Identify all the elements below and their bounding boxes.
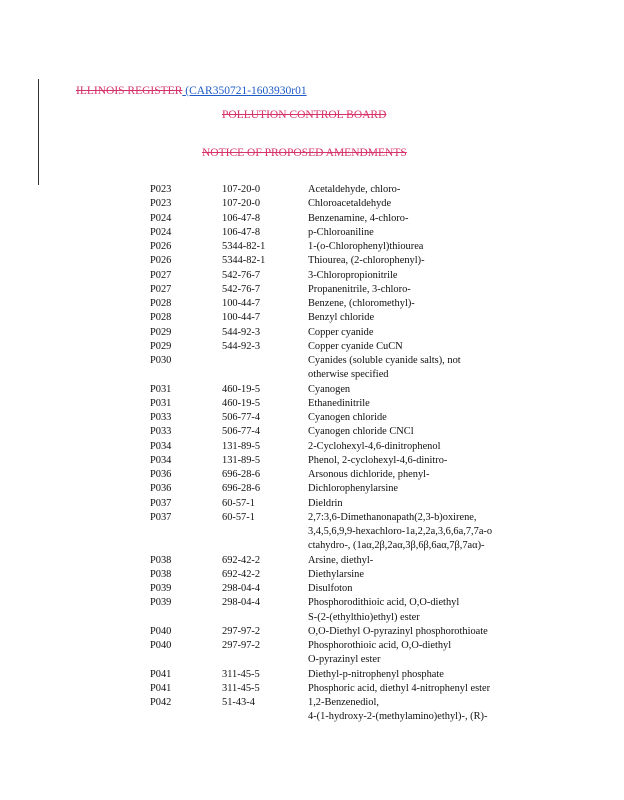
cas-number-cell: 131-89-5 [222, 454, 261, 466]
cas-number-cell: 106-47-8 [222, 226, 261, 238]
substance-name-cell: Dieldrin [308, 497, 343, 509]
cas-number-cell: 692-42-2 [222, 568, 261, 580]
substance-name-cell: 1-(o-Chlorophenyl)thiourea [308, 241, 424, 252]
table-row [0, 269, 624, 283]
waste-code-cell: P026 [150, 255, 172, 267]
waste-code-cell: P041 [150, 682, 172, 694]
table-row [0, 212, 624, 226]
waste-code-cell: P029 [150, 326, 172, 338]
register-header [76, 85, 307, 97]
substance-name-cell: Copper cyanide [308, 326, 374, 338]
waste-code-cell: P042 [150, 697, 172, 708]
cas-number-cell: 5344-82-1 [222, 241, 266, 252]
table-row [0, 568, 624, 582]
waste-code-cell: P039 [150, 583, 172, 594]
waste-code-cell: P038 [150, 568, 172, 580]
table-row [0, 682, 624, 696]
substance-name-cell: Arsine, diethyl- [308, 554, 374, 566]
table-row [0, 696, 624, 710]
document-id-link[interactable]: (CAR350721-1603930r01 [185, 85, 307, 97]
table-row [0, 653, 624, 667]
waste-code-cell: P027 [150, 269, 172, 281]
waste-code-cell: P036 [150, 483, 172, 495]
substance-name-cell: Dichlorophenylarsine [308, 483, 399, 495]
cas-number-cell: 544-92-3 [222, 326, 261, 338]
waste-code-cell: P024 [150, 212, 172, 224]
substance-name-cell: S-(2-(ethylthio)ethyl) ester [308, 611, 420, 623]
waste-code-cell: P040 [150, 625, 172, 637]
table-row [0, 440, 624, 454]
substance-name-cell: 4-(1-hydroxy-2-(methylamino)ethyl)-, (R)- [308, 711, 488, 723]
table-row [0, 254, 624, 268]
cas-number-cell: 460-19-5 [222, 383, 261, 395]
cas-number-cell: 5344-82-1 [222, 255, 266, 267]
substance-name-cell: Arsonous dichloride, phenyl- [308, 469, 430, 480]
waste-code-cell: P033 [150, 426, 172, 438]
substance-name-cell: O-pyrazinyl ester [308, 654, 381, 666]
table-row [0, 240, 624, 254]
waste-code-cell: P033 [150, 412, 172, 423]
cas-number-cell: 107-20-0 [222, 198, 261, 210]
table-row [0, 539, 624, 553]
substance-name-cell: Phosphoric acid, diethyl 4-nitrophenyl ester [308, 682, 491, 694]
waste-code-cell: P041 [150, 668, 172, 680]
table-row [0, 511, 624, 525]
substance-name-cell: Cyanides (soluble cyanide salts), not [308, 355, 461, 366]
waste-code-cell: P037 [150, 511, 172, 523]
table-row [0, 611, 624, 625]
substance-name-cell: Benzyl chloride [308, 312, 375, 324]
substance-name-cell: 1,2-Benzenediol, [308, 697, 379, 708]
cas-number-cell: 542-76-7 [222, 283, 261, 295]
substance-name-cell: Cyanogen [308, 383, 351, 395]
cas-number-cell: 311-45-5 [222, 668, 260, 680]
revision-change-bar [38, 79, 39, 185]
substance-name-cell: Propanenitrile, 3-chloro- [308, 283, 411, 295]
substance-name-cell: 2-Cyclohexyl-4,6-dinitrophenol [308, 440, 441, 452]
cas-number-cell: 298-04-4 [222, 597, 261, 609]
substance-name-cell: Diethylarsine [308, 568, 364, 580]
table-row [0, 368, 624, 382]
cas-number-cell: 297-97-2 [222, 625, 261, 637]
cas-number-cell: 297-97-2 [222, 640, 261, 651]
substance-name-cell: p-Chloroaniline [308, 226, 374, 238]
substance-name-cell: Disulfoton [308, 583, 353, 594]
table-row [0, 425, 624, 439]
substance-name-cell: Phosphorodithioic acid, O,O-diethyl [308, 597, 460, 609]
table-row [0, 411, 624, 425]
waste-code-cell: P029 [150, 340, 172, 352]
substance-name-cell: Cyanogen chloride [308, 412, 387, 423]
waste-code-cell: P037 [150, 497, 172, 509]
cas-number-cell: 692-42-2 [222, 554, 261, 566]
cas-number-cell: 60-57-1 [222, 511, 255, 523]
table-row [0, 197, 624, 211]
cas-number-cell: 100-44-7 [222, 312, 261, 324]
table-row [0, 183, 624, 197]
waste-code-cell: P036 [150, 469, 172, 480]
table-row [0, 525, 624, 539]
waste-code-cell: P027 [150, 283, 172, 295]
table-row [0, 625, 624, 639]
waste-code-cell: P024 [150, 226, 172, 238]
cas-number-cell: 100-44-7 [222, 298, 261, 309]
substance-name-cell: O,O-Diethyl O-pyrazinyl phosphorothioate [308, 625, 488, 637]
cas-number-cell: 106-47-8 [222, 212, 261, 224]
substance-name-cell: Copper cyanide CuCN [308, 340, 403, 352]
waste-code-cell: P040 [150, 640, 172, 651]
table-row [0, 397, 624, 411]
table-row [0, 582, 624, 596]
table-row [0, 710, 624, 724]
cas-number-cell: 60-57-1 [222, 497, 255, 509]
substance-name-cell: Chloroacetaldehyde [308, 198, 392, 210]
cas-number-cell: 51-43-4 [222, 697, 255, 708]
substance-name-cell: Benzenamine, 4-chloro- [308, 212, 409, 224]
board-title: POLLUTION CONTROL BOARD [222, 109, 387, 121]
cas-number-cell: 460-19-5 [222, 397, 261, 409]
waste-code-cell: P031 [150, 383, 172, 395]
substance-name-cell: Ethanedinitrile [308, 397, 370, 409]
hazardous-waste-table [0, 183, 624, 725]
cas-number-cell: 506-77-4 [222, 412, 261, 423]
waste-code-cell: P026 [150, 241, 172, 252]
waste-code-cell: P039 [150, 597, 172, 609]
waste-code-cell: P038 [150, 554, 172, 566]
cas-number-cell: 506-77-4 [222, 426, 261, 438]
substance-name-cell: Phosphorothioic acid, O,O-diethyl [308, 640, 452, 651]
table-row [0, 497, 624, 511]
table-row [0, 340, 624, 354]
cas-number-cell: 542-76-7 [222, 269, 261, 281]
waste-code-cell: P031 [150, 397, 172, 409]
cas-number-cell: 696-28-6 [222, 483, 261, 495]
table-row [0, 468, 624, 482]
waste-code-cell: P023 [150, 184, 172, 195]
cas-number-cell: 311-45-5 [222, 682, 260, 694]
substance-name-cell: Cyanogen chloride CNCl [308, 426, 414, 438]
substance-name-cell: 2,7:3,6-Dimethanonapath(2,3-b)oxirene, [308, 511, 477, 523]
register-title-struck: ILLINOIS REGISTER [76, 85, 183, 97]
substance-name-cell: ctahydro-, (1aα,2β,2aα,3β,6β,6aα,7β,7aα)- [308, 540, 485, 552]
cas-number-cell: 107-20-0 [222, 184, 261, 195]
table-row [0, 226, 624, 240]
waste-code-cell: P028 [150, 312, 172, 324]
table-row [0, 482, 624, 496]
table-row [0, 283, 624, 297]
table-row [0, 639, 624, 653]
table-row [0, 354, 624, 368]
table-row [0, 596, 624, 610]
notice-title: NOTICE OF PROPOSED AMENDMENTS [202, 147, 407, 159]
substance-name-cell: otherwise specified [308, 369, 389, 381]
substance-name-cell: Phenol, 2-cyclohexyl-4,6-dinitro- [308, 454, 448, 466]
table-row [0, 668, 624, 682]
substance-name-cell: 3-Chloropropionitrile [308, 269, 398, 281]
table-row [0, 311, 624, 325]
table-row [0, 554, 624, 568]
cas-number-cell: 696-28-6 [222, 469, 261, 480]
substance-name-cell: Thiourea, (2-chlorophenyl)- [308, 255, 425, 267]
cas-number-cell: 131-89-5 [222, 440, 261, 452]
substance-name-cell: 3,4,5,6,9,9-hexachloro-1a,2,2a,3,6,6a,7,7a-o [308, 526, 493, 537]
waste-code-cell: P034 [150, 440, 172, 452]
waste-code-cell: P030 [150, 355, 172, 366]
table-row [0, 326, 624, 340]
waste-code-cell: P034 [150, 454, 172, 466]
substance-name-cell: Benzene, (chloromethyl)- [308, 298, 415, 309]
substance-name-cell: Diethyl-p-nitrophenyl phosphate [308, 668, 444, 680]
table-row [0, 383, 624, 397]
waste-code-cell: P028 [150, 298, 172, 309]
substance-name-cell: Acetaldehyde, chloro- [308, 184, 401, 195]
cas-number-cell: 298-04-4 [222, 583, 261, 594]
waste-code-cell: P023 [150, 198, 172, 210]
table-row [0, 454, 624, 468]
cas-number-cell: 544-92-3 [222, 340, 261, 352]
table-row [0, 297, 624, 311]
